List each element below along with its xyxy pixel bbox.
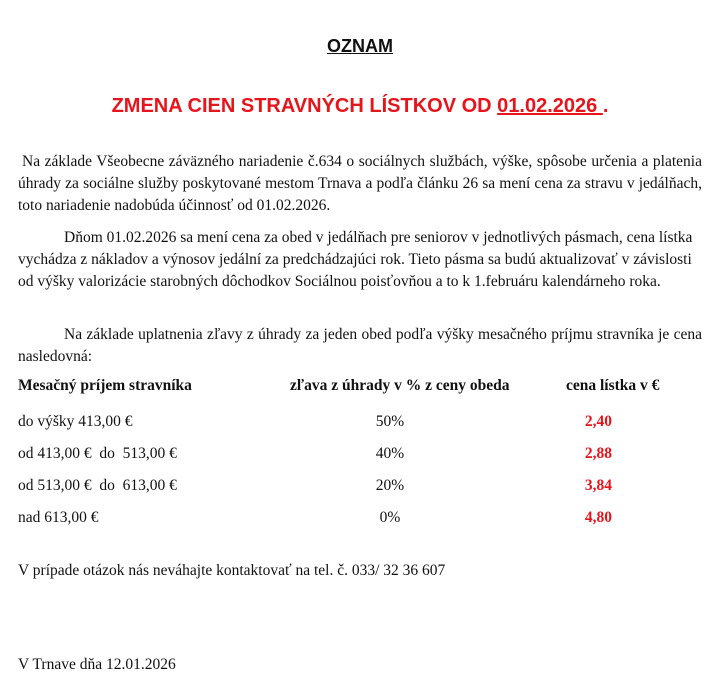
paragraph-2-text: Dňom 01.02.2026 sa mení cena za obed v jedálňach pre seniorov v jednotlivých pásmach, cena lístka vychádza z nákladov a výnosov jedální za predchádzajúci rok. Tieto pásma sa budú aktualizovať v závislosti od výšky valorizácie starobných dôchodkov Sociálnou poisťovňou a to k 1.februáru kalendárneho roka. [18,229,693,290]
table-header-income: Mesačný príjem stravníka [18,377,192,394]
discount-cell: 50% [375,413,405,430]
price-cell: 2,88 [584,445,612,462]
paragraph-3-text: Na základe uplatnenia zľavy z úhrady za jeden obed podľa výšky mesačného príjmu stravníka je cena nasledovná: [18,326,702,365]
table-row [0,509,720,533]
price-cell: 4,80 [584,509,612,526]
contact-line: V prípade otázok nás neváhajte kontaktovať na tel. č. 033/ 32 36 607 [18,562,446,579]
paragraph-legal-basis [18,151,702,217]
table-row [0,477,720,501]
price-cell: 3,84 [584,477,612,494]
discount-cell: 20% [375,477,405,494]
subtitle-text: ZMENA CIEN STRAVNÝCH LÍSTKOV OD [111,95,498,117]
income-cell: od 413,00 € do 513,00 € [18,445,177,462]
table-header-discount: zľava z úhrady v % z ceny obeda [290,377,510,394]
discount-cell: 0% [379,509,401,526]
income-cell: do výšky 413,00 € [18,413,133,430]
discount-cell: 40% [375,445,405,462]
paragraph-price-change [18,227,702,293]
paragraph-discount-intro [18,324,702,368]
income-cell: od 513,00 € do 613,00 € [18,477,177,494]
table-row [0,413,720,437]
table-header-price: cena lístka v € [566,377,660,394]
paragraph-1-text: Na základe Všeobecne záväzného nariadenie č.634 o sociálnych službách, výške, spôsobe určenia a platenia úhrady za sociálne služby poskytované mestom Trnava a podľa článku 26 sa mení cena za stravu v jedálňach, toto nariadenie nadobúda účinnosť od 01.02.2026. [18,153,702,214]
subtitle-date: 01.02.2026 [497,95,603,117]
price-cell: 2,40 [584,413,612,430]
notice-title: OZNAM [327,36,393,56]
notice-subtitle [0,95,720,118]
income-cell: nad 613,00 € [18,509,99,526]
subtitle-end: . [602,95,609,117]
table-row [0,445,720,469]
place-date-line: V Trnave dňa 12.01.2026 [18,656,176,673]
